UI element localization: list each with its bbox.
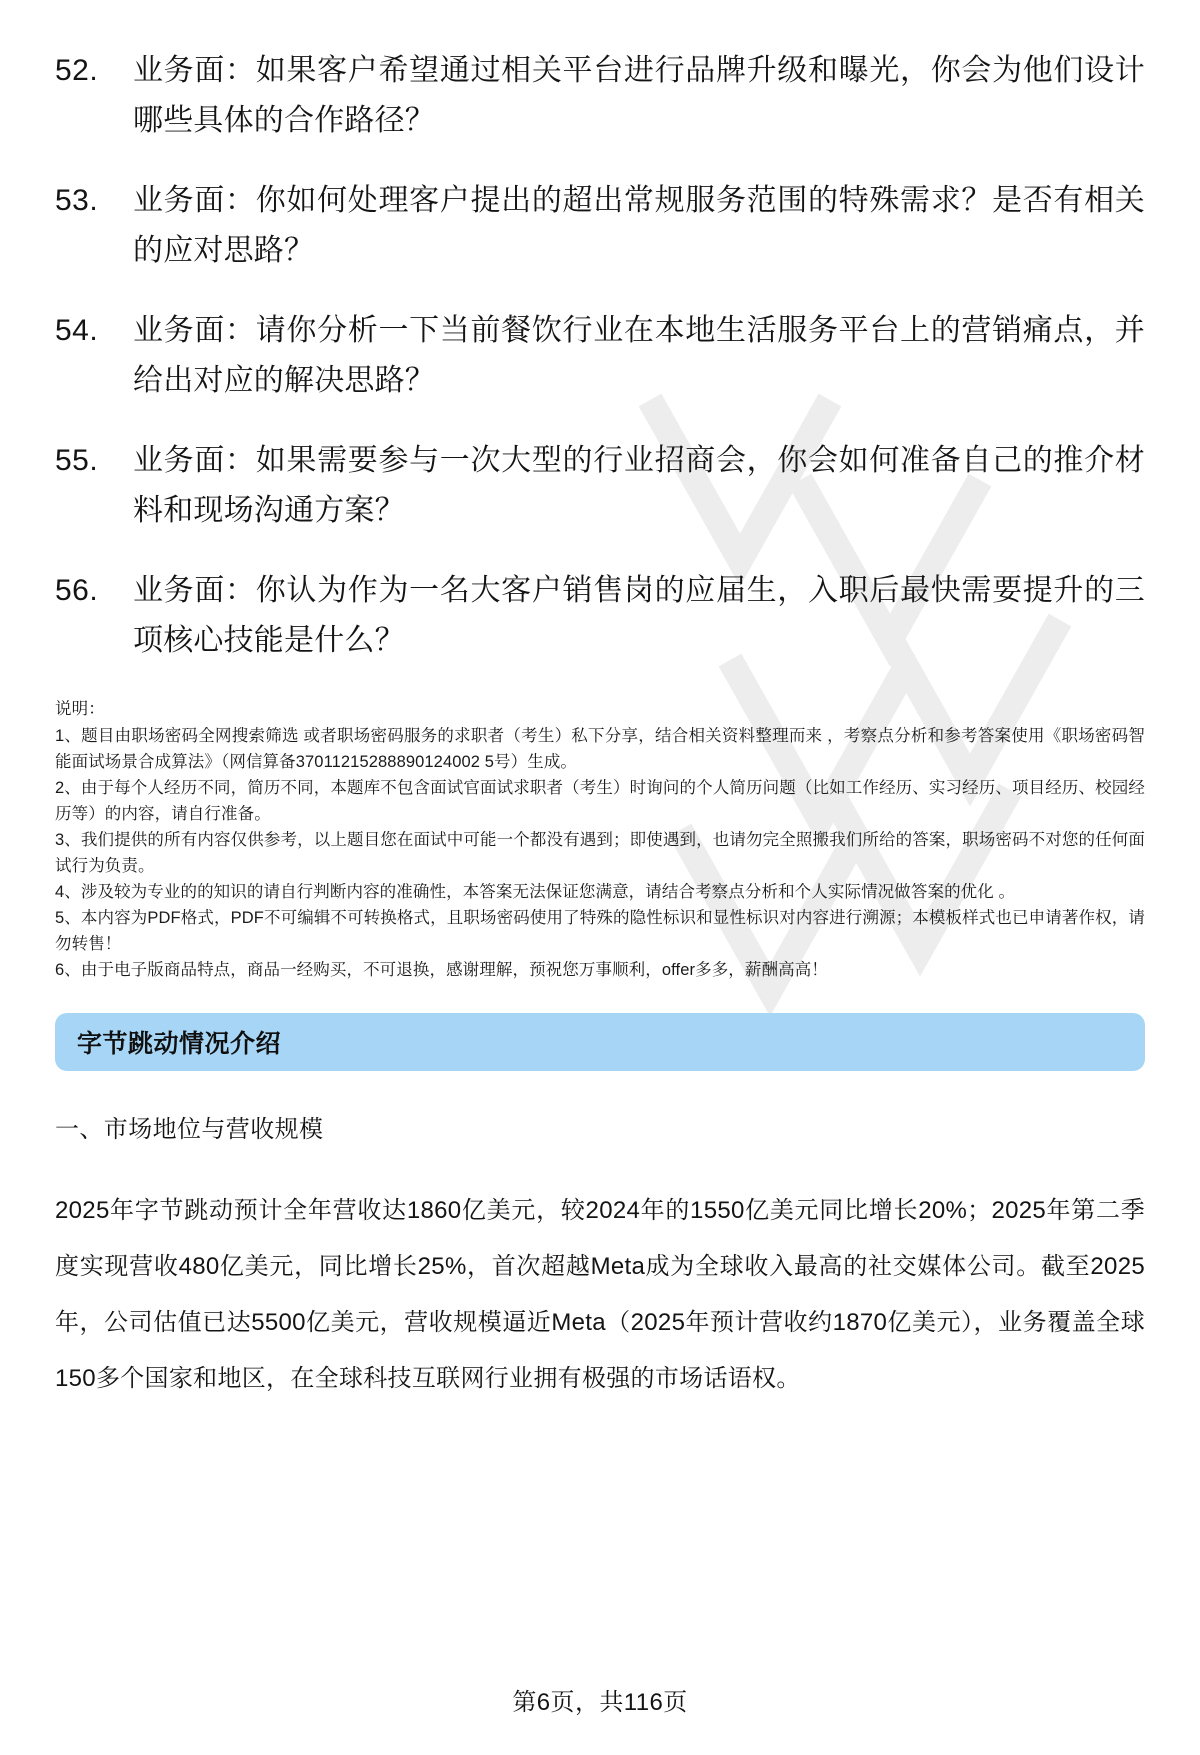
section-subheading: 一、市场地位与营收规模 (55, 1116, 324, 1143)
note-item: 1、题目由职场密码全网搜索筛选 或者职场密码服务的求职者（考生）私下分享，结合相关资料整理而来 ，考察点分析和参考答案使用《职场密码智能面试场景合成算法》（网信算备37011215288890124002 5号）生成。 (55, 727, 1145, 771)
question-number: 56. (55, 574, 99, 607)
note-item: 3、我们提供的所有内容仅供参考，以上题目您在面试中可能一个都没有遇到；即使遇到，也请勿完全照搬我们所给的答案，职场密码不对您的任何面试行为负责。 (55, 831, 1145, 875)
note-item: 6、由于电子版商品特点，商品一经购买，不可退换，感谢理解，预祝您万事顺利，offer多多，薪酬高高！ (55, 961, 828, 979)
question-text: 业务面：如果需要参与一次大型的行业招商会，你会如何准备自己的推介材料和现场沟通方案？ (133, 444, 1145, 527)
question-item (55, 436, 1145, 536)
page-footer: 第6页，共116页 (512, 1689, 688, 1716)
question-text: 业务面：你认为作为一名大客户销售岗的应届生，入职后最快需要提升的三项核心技能是什么？ (133, 574, 1145, 657)
question-text: 业务面：如果客户希望通过相关平台进行品牌升级和曝光，你会为他们设计哪些具体的合作路径？ (133, 54, 1145, 137)
question-list (55, 0, 1145, 666)
question-text: 业务面：请你分析一下当前餐饮行业在本地生活服务平台上的营销痛点，并给出对应的解决思路？ (133, 314, 1145, 397)
section-paragraph: 2025年字节跳动预计全年营收达1860亿美元，较2024年的1550亿美元同比增长20%；2025年第二季度实现营收480亿美元，同比增长25%，首次超越Meta成为全球收入最高的社交媒体公司。截至2025年，公司估值已达5500亿美元，营收规模逼近Meta（2025年预计营收约1870亿美元），业务覆盖全球150多个国家和地区，在全球科技互联网行业拥有极强的市场话语权。 (55, 1197, 1145, 1392)
question-number: 54. (55, 314, 99, 347)
notes-title: 说明： (55, 700, 105, 718)
note-item: 2、由于每个人经历不同，简历不同，本题库不包含面试官面试求职者（考生）时询问的个人简历问题（比如工作经历、实习经历、项目经历、校园经历等）的内容，请自行准备。 (55, 779, 1145, 823)
question-number: 52. (55, 54, 99, 87)
note-item: 5、本内容为PDF格式，PDF不可编辑不可转换格式，且职场密码使用了特殊的隐性标识和显性标识对内容进行溯源；本模板样式也已申请著作权，请勿转售！ (55, 909, 1145, 953)
question-text: 业务面：你如何处理客户提出的超出常规服务范围的特殊需求？是否有相关的应对思路？ (133, 184, 1145, 267)
question-item (55, 176, 1145, 276)
note-item: 4、涉及较为专业的的知识的请自行判断内容的准确性，本答案无法保证您满意，请结合考察点分析和个人实际情况做答案的优化 。 (55, 883, 1016, 901)
question-number: 53. (55, 184, 99, 217)
section-banner (55, 1013, 1145, 1071)
section-banner-title: 字节跳动情况介绍 (77, 1030, 282, 1058)
question-item (55, 306, 1145, 406)
question-item (55, 566, 1145, 666)
question-item (55, 46, 1145, 146)
notes-block (55, 696, 1145, 983)
question-number: 55. (55, 444, 99, 477)
